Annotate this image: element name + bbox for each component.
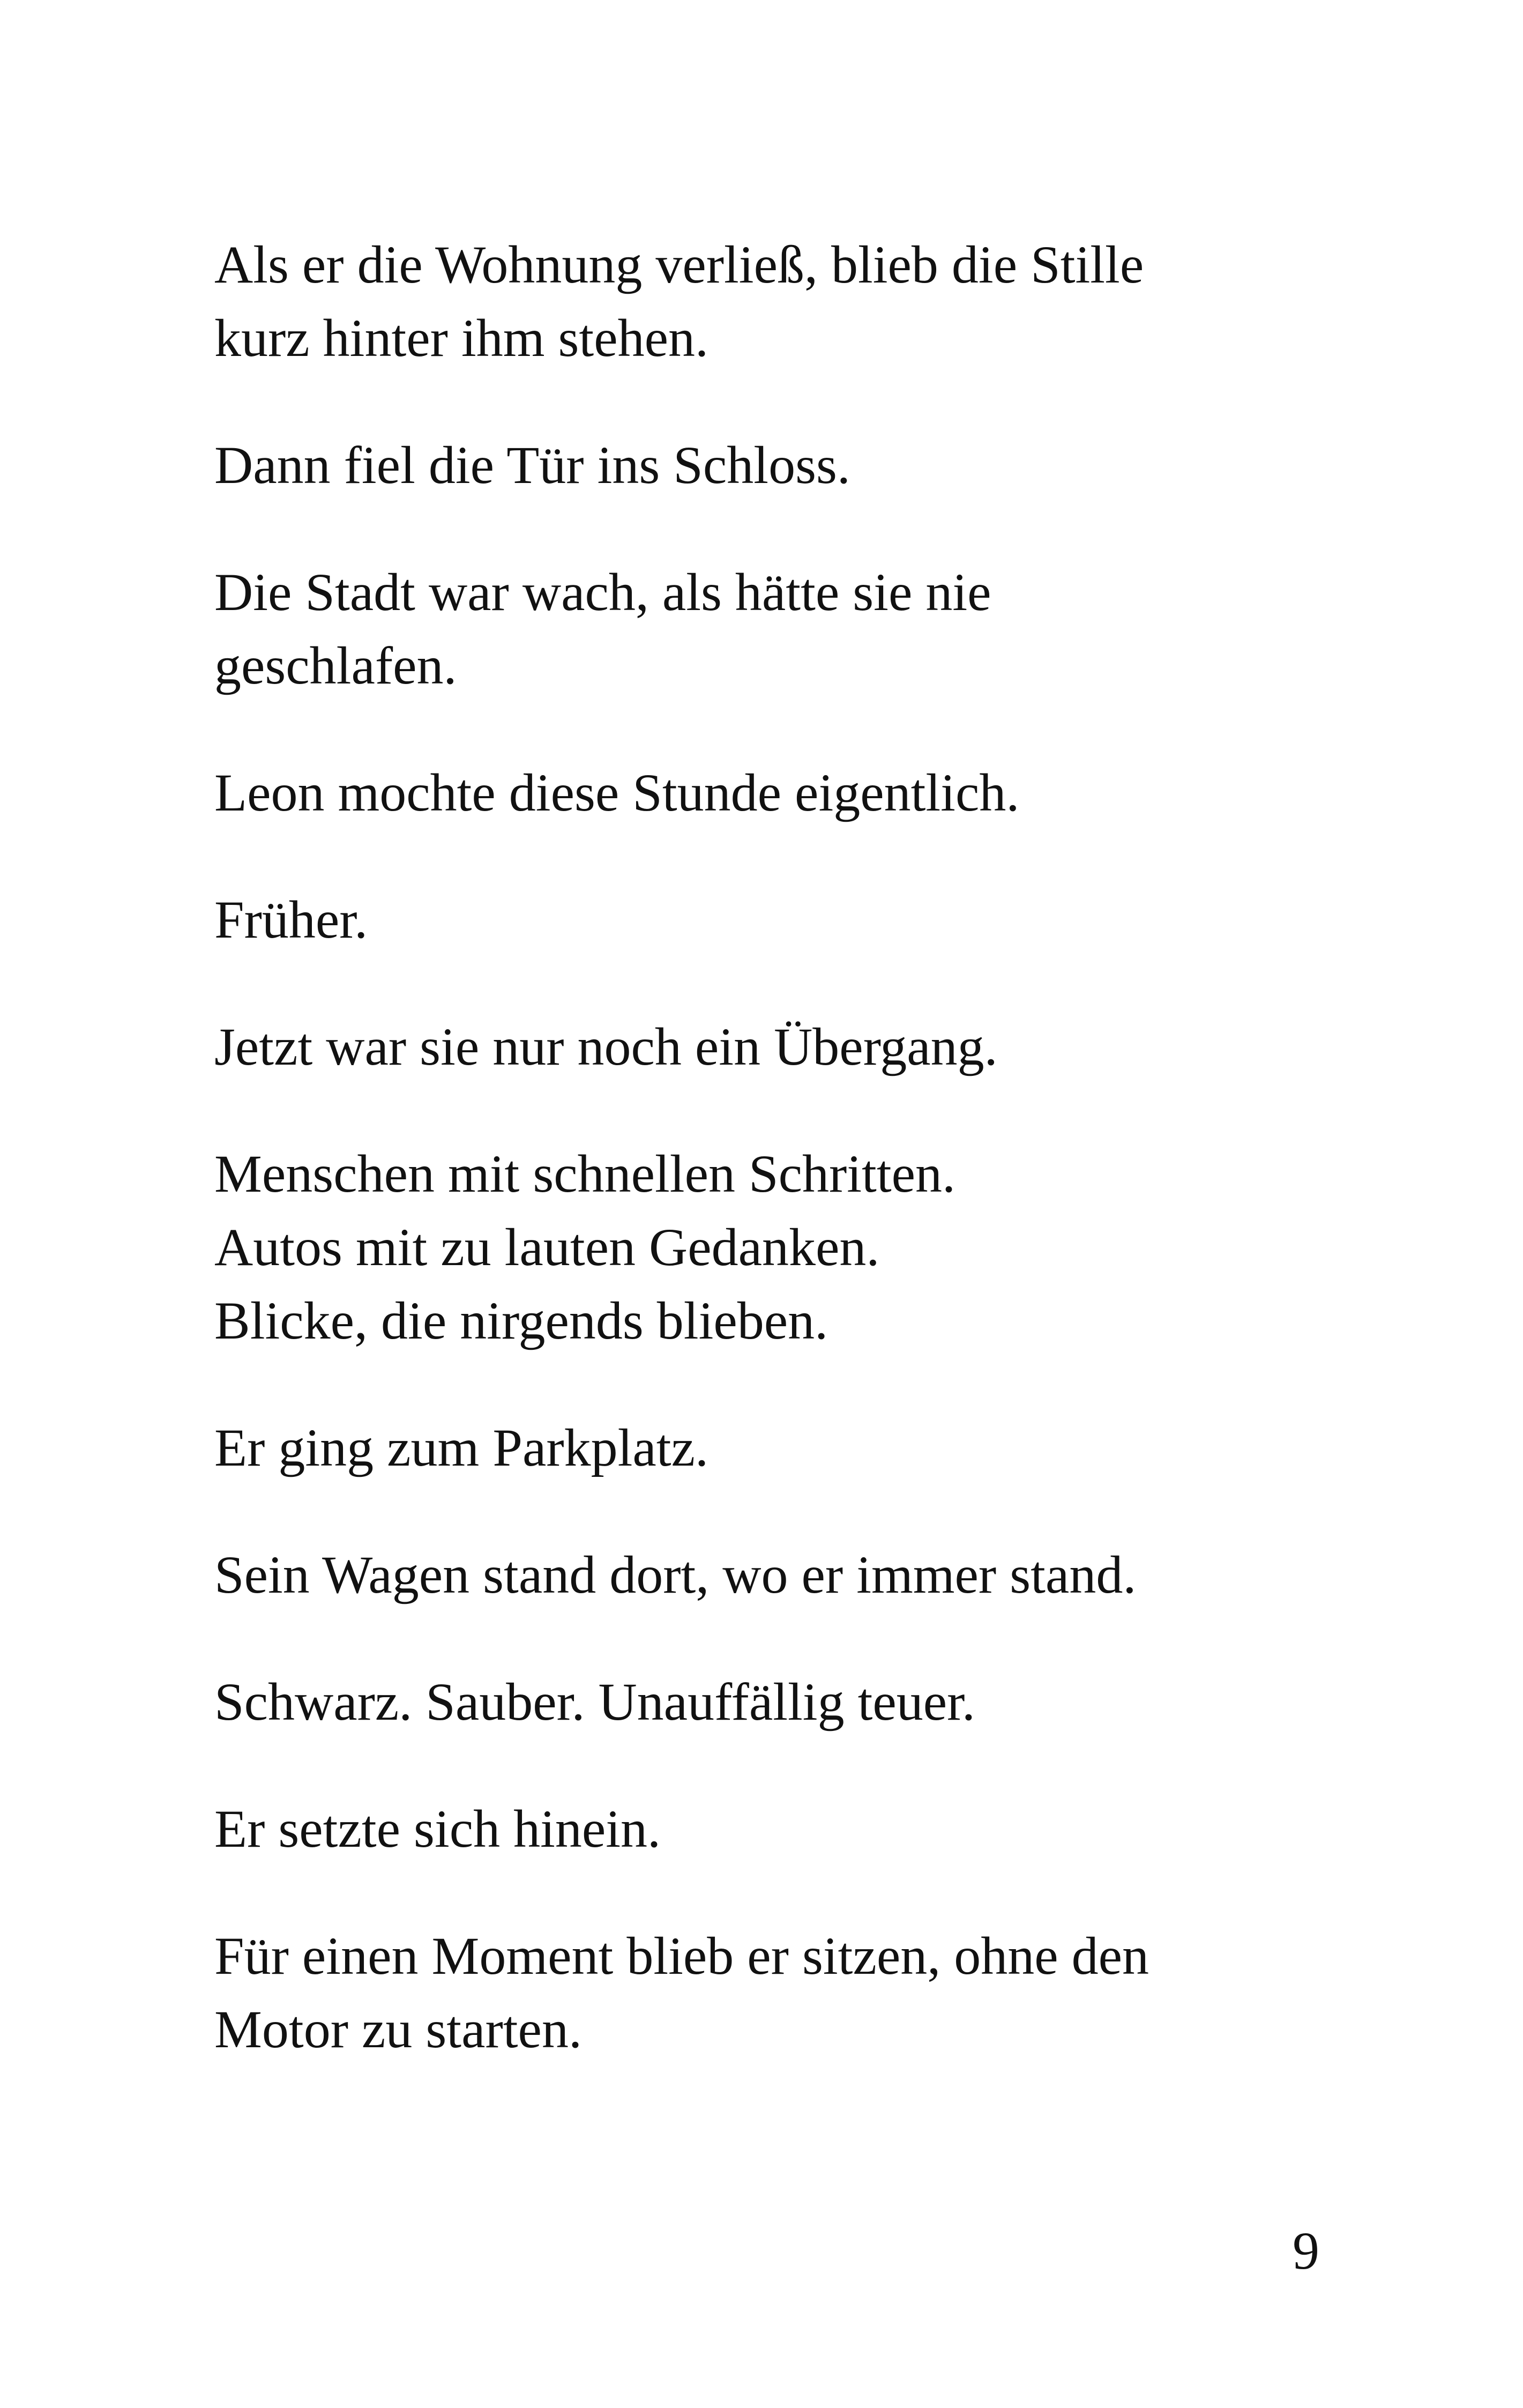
paragraph (214, 1411, 1329, 1484)
paragraph (214, 1919, 1329, 2066)
paragraph (214, 1792, 1329, 1866)
text-line: Jetzt war sie nur noch ein Übergang. (214, 1017, 998, 1076)
paragraph (214, 228, 1329, 375)
text-line: Früher. (214, 890, 368, 949)
paragraph (214, 1010, 1329, 1083)
text-line: Für einen Moment blieb er sitzen, ohne den (214, 1926, 1149, 1986)
paragraph (214, 428, 1329, 502)
paragraph (214, 756, 1329, 829)
text-line: Blicke, die nirgends blieben. (214, 1291, 828, 1350)
text-line: Schwarz. Sauber. Unauffällig teuer. (214, 1672, 975, 1731)
page-number: 9 (1293, 2221, 1319, 2280)
text-line: kurz hinter ihm stehen. (214, 308, 708, 368)
text-line: Dann fiel die Tür ins Schloss. (214, 435, 850, 495)
text-line: Motor zu starten. (214, 2000, 582, 2059)
text-line: Er setzte sich hinein. (214, 1799, 661, 1859)
text-line: Menschen mit schnellen Schritten. (214, 1144, 956, 1203)
text-line: geschlafen. (214, 636, 457, 695)
text-line: Autos mit zu lauten Gedanken. (214, 1217, 880, 1277)
text-line: Die Stadt war wach, als hätte sie nie (214, 562, 991, 622)
text-line: Er ging zum Parkplatz. (214, 1418, 708, 1477)
text-line: Als er die Wohnung verließ, blieb die Stille (214, 235, 1144, 294)
text-line: Sein Wagen stand dort, wo er immer stand. (214, 1545, 1137, 1604)
text-line: Leon mochte diese Stunde eigentlich. (214, 763, 1020, 822)
paragraph (214, 883, 1329, 956)
paragraph (214, 1665, 1329, 1738)
paragraph (214, 1538, 1329, 1611)
body-text (214, 228, 1329, 2120)
paragraph (214, 555, 1329, 702)
paragraph (214, 1137, 1329, 1357)
